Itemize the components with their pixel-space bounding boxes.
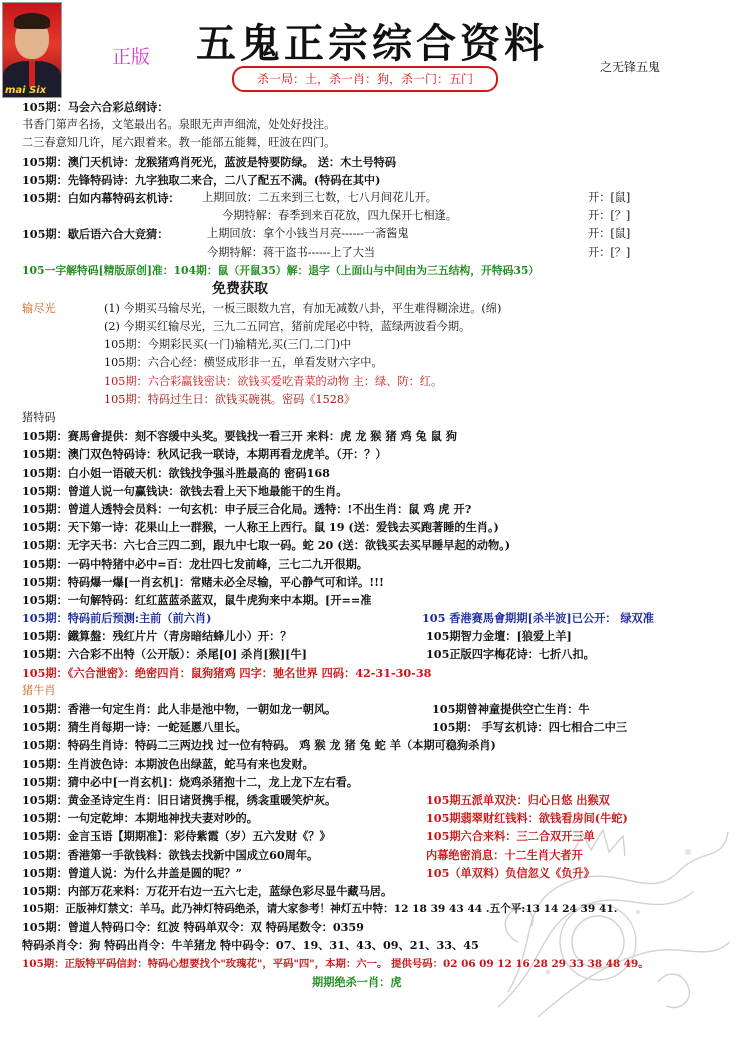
text-line: 105期：特码前后预测:主前（前六肖) 105 香港赛馬會期期[杀半波]已公开： 绿双准 [22, 611, 654, 626]
text-line: 书香门第声名扬，文笔最出名。泉眼无声声细流，处处好投注。 [22, 118, 336, 132]
text-line: 105期：黄金圣诗定生肖：旧日诸贤携手棍，绣衾重暖笑炉灰。 105期五派单双決：归心日悠 出猴双 [22, 792, 610, 807]
avatar-tie [29, 61, 35, 87]
text-line: 105期：歇后语六合大竞猜： 上期回放：拿个小钱当月亮------一斋酱鬼 开：[鼠] [22, 227, 631, 242]
text-line: (2) 今期买红输尽光，三九二五同宫，猪前虎尾必中特，蓝绿两波看今期。 [104, 320, 471, 334]
text-line: 105期：一句定乾坤：本期地神找夫妻对吵的。 105期翡翠财红钱料：欲钱看房间(牛蛇) [22, 811, 628, 826]
text-line: 105期：今期彩民买(一门)输精光,买(三门,二门)中 [104, 338, 352, 352]
text-line: 105一字解特码[精版原创]准：104期：鼠（开鼠35）解：退字（上面山与中间由为三五结构，开特码35） [22, 263, 540, 277]
text-line: 免费获取 [212, 280, 268, 297]
text-line: 105期：鐵算盤：残红片片（青房暗结蜂儿小）开：？ 105期智力金壇：[狼爱上羊] [22, 629, 572, 644]
text-line: 105期：曾道人透特会员料：一句玄机：申子辰三合化局。透特：!不出生肖：鼠 鸡 虎 开? [22, 501, 472, 516]
text-line: 105期：六合心经：横竖成形非一五，单看发财六字中。 [104, 356, 383, 370]
text-line: 105期：六合彩赢钱密诀：欲钱买爱吃青菜的动物 主：绿、防：红。 [104, 374, 443, 388]
text-line: 期期绝杀一肖：虎 [312, 974, 402, 989]
text-line: 105期：曾道人特码口令：红波 特码单双令：双 特码尾数令：0359 [22, 920, 364, 935]
text-line: 105期：内部万花来料：万花开右边一五六七走，蓝绿色彩尽显牛藏马居。 [22, 883, 393, 898]
text-line: 105期：无字天书：六七合三四二到，跟九中七取一码。蛇 20 (送：欲钱买去买早睡早起的动物。) [22, 538, 511, 553]
text-line: 105期：赛馬會提供：刻不容缓中头奖。要钱找一看三开 来料：虎 龙 猴 猪 鸡 兔 鼠 狗 [22, 429, 457, 444]
text-line: 105期：澳门天机诗：龙猴猪鸡肖死光，蓝波是特要防绿。 送：木土号特码 [22, 154, 397, 169]
text-line: 105期：《六合泄密》：绝密四肖：鼠狗猪鸡 四字：驰名世界 四码：42-31-30-38 [22, 665, 432, 680]
page-title: 五鬼正宗综合资料 [196, 21, 548, 67]
text-line: 105期：先锋特码诗：九字独取二来合，二八了配五不满。(特码在其中) [22, 172, 381, 187]
text-line: 105期：香港一句定生肖：此人非是池中物，一朝如龙一朝风。 105期曾神童提供空亡生肖：牛 [22, 702, 590, 716]
text-line: 105期：澳门双色特码诗：秋风记我一联诗，本期再看龙虎羊。（开：？） [22, 447, 387, 462]
header [0, 0, 743, 100]
text-line: 105期：正版特平码信封：特码心想要找个"玫瑰花"，平码"四"，本期：六一。 提供号码：02 06 09 12 16 28 29 33 38 48 49。 [22, 957, 649, 970]
text-line: 今期特解：春季到来百花放，四九保开七相逢。 开：[？] [222, 209, 631, 223]
edition-label: 正版 [112, 46, 151, 68]
text-line: 特码杀肖令：狗 特码出肖令：牛羊猪龙 特中码令：07、19、31、43、09、21、33、45 [22, 938, 479, 953]
text-line: 105期：特码爆一爆[一肖玄机]：常赌未必全尽输，平心静气可和详。!!! [22, 574, 384, 589]
text-line: 105期：白如内幕特码玄机诗： 上期回放：二五来到三七数，七八月间花儿开。 开：[鼠] [22, 190, 631, 205]
text-line: 105期：六合彩不出特（公开版）：杀尾[0] 杀肖[猴][牛] 105正版四字梅花诗：七折八扣。 [22, 647, 595, 662]
author-avatar [2, 2, 62, 98]
text-line: 105期：猜中必中[一肖玄机]：烧鸡杀猪抱十二，龙上龙下左右看。 [22, 774, 359, 789]
text-line: 105期：曾道人说一句赢钱诀：欲钱去看上天下地最能干的生肖。 [22, 483, 348, 498]
text-line: 105期：生肖波色诗：本期波色出绿蓝，蛇马有来也发财。 [22, 756, 314, 771]
text-line: 105期：正版神灯禁文：羊马。此乃神灯特码绝杀，请大家参考！神灯五中特：12 18 39 43 44 .五个平:13 14 24 39 41. [22, 903, 618, 916]
text-line: 105期：猜生肖每期一诗：一蛇延慝八里长。 105期： 手写玄机诗：四七相合二中三 [22, 720, 628, 735]
text-line: 105期：特码生肖诗：特码二三两边找 过一位有特码。 鸡 猴 龙 猪 兔 蛇 羊（本期可稳狗杀肖) [22, 738, 496, 753]
text-line: 二三春意知几许，尾六跟着来。教一能部五能舞，旺波在四门。 [22, 136, 336, 150]
text-line: 105期：特码过生日：欲钱买碗祺。密码《1528》 [104, 392, 356, 406]
text-line: 105期：天下第一诗：花果山上一群猴，一人称王上西行。鼠 19 (送：爱钱去买跑著睡的生肖。) [22, 520, 499, 535]
section-label: 猪特码 [22, 411, 56, 424]
section-label: 猪牛肖 [22, 683, 56, 697]
text-line: 105期：曾道人说：为什么井盖是圆的呢？” 105（单双料）负信忽义《负升》 [22, 865, 595, 880]
text-line: 105期：香港第一手欲钱料：欲钱去找新中国成立60周年。 内幕绝密消息：十二生肖大者开 [22, 847, 583, 862]
text-line: 105期：一句解特码：红红蓝蓝杀蓝双，鼠牛虎狗来中本期。[开==准 [22, 592, 372, 607]
text-line: 105期：马会六合彩总纲诗： [22, 100, 169, 114]
kill-banner: 杀一局：土，杀一肖：狗，杀一门：五门 [232, 66, 498, 92]
text-line: 105期：白小姐一语破天机：欲钱找争强斗胜最高的 密码168 [22, 465, 330, 480]
author-label: 之无锋五鬼 [600, 60, 661, 74]
text-line: 105期：一码中特猪中必中=百：龙壮四七发前峰，三七二九开很期。 [22, 556, 368, 571]
text-line: 今期特解：蒋干盗书------上了大当 开：[？] [207, 245, 631, 259]
avatar-logo: mai Six [5, 85, 47, 96]
avatar-hair [14, 13, 50, 29]
text-line: 105期：金言玉语【期期准】：彩侍紫霞（岁）五六发财《？》 105期六合来料：三二合双开三单 [22, 829, 595, 844]
text-line: 输尽光 (1) 今期买马输尽光，一板三眼数九宫，有加无减数八卦，平生难得糊涂进。(绵) [22, 301, 502, 315]
content [22, 98, 738, 993]
